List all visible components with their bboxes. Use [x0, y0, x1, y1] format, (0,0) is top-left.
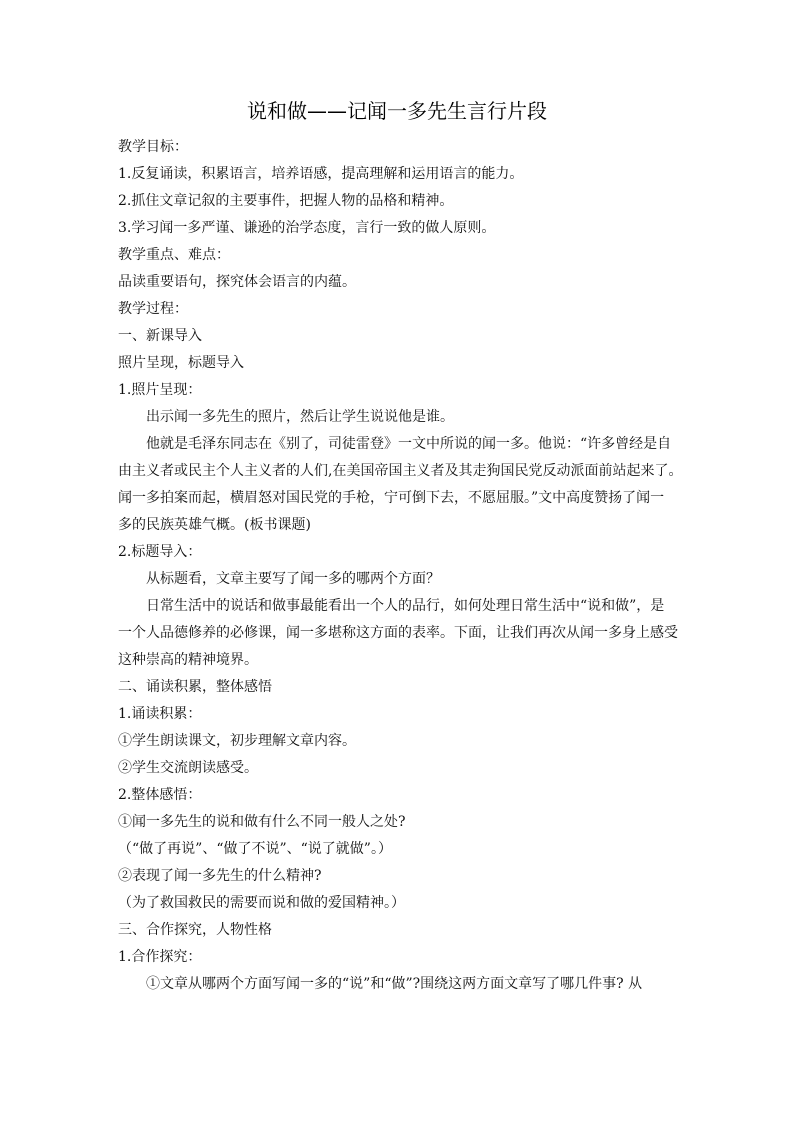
heading-teaching-goals: 教学目标： [118, 139, 188, 155]
document-title: 说和做——记闻一多先生言行片段 [247, 99, 547, 123]
section-heading-3: 三、合作探究，人物性格 [118, 922, 272, 938]
paragraph-line: 从标题看，文章主要写了闻一多的哪两个方面？ [146, 571, 440, 587]
goal-item-2: 2.抓住文章记叙的主要事件，把握人物的品格和精神。 [118, 193, 454, 209]
paragraph-line: 多的民族英雄气概。(板书课题) [118, 517, 311, 533]
section-subtitle-1: 照片呈现，标题导入 [118, 355, 244, 371]
list-item: ①学生朗读课文，初步理解文章内容。 [118, 733, 356, 749]
subheading-photo: 1.照片呈现： [118, 382, 202, 398]
goal-item-3: 3.学习闻一多严谨、谦逊的治学态度，言行一致的做人原则。 [118, 220, 496, 236]
answer-item: （“做了再说”、“做了不说”、“说了就做”。） [118, 841, 392, 857]
subheading-overall: 2.整体感悟： [118, 787, 202, 803]
paragraph-line: 由主义者或民主个人主义者的人们,在美国帝国主义者及其走狗国民党反动派面前站起来了。 [118, 463, 683, 479]
goal-item-1: 1.反复诵读，积累语言，培养语感，提高理解和运用语言的能力。 [118, 166, 524, 182]
section-heading-1: 一、新课导入 [118, 328, 202, 344]
paragraph-line: 一个人品德修养的必修课，闻一多堪称这方面的表率。下面，让我们再次从闻一多身上感受 [118, 625, 678, 641]
paragraph-line: 闻一多拍案而起，横眉怒对国民党的手枪，宁可倒下去，不愿屈服。”文中高度赞扬了闻一 [118, 490, 665, 506]
paragraph-line: 他就是毛泽东同志在《别了，司徒雷登》一文中所说的闻一多。他说：“许多曾经是自 [146, 436, 672, 452]
subheading-title-intro: 2.标题导入： [118, 544, 202, 560]
paragraph-line: 这种崇高的精神境界。 [118, 652, 258, 668]
section-heading-2: 二、诵读积累，整体感悟 [118, 679, 272, 695]
document-body [118, 134, 690, 998]
heading-teaching-process: 教学过程： [118, 301, 188, 317]
list-item: ②学生交流朗读感受。 [118, 760, 258, 776]
answer-item: （为了救国救民的需要而说和做的爱国精神。） [118, 895, 405, 911]
question-item: ②表现了闻一多先生的什么精神? [118, 868, 322, 884]
paragraph-line: 出示闻一多先生的照片，然后让学生说说他是谁。 [146, 409, 454, 425]
paragraph-line: 日常生活中的说话和做事最能看出一个人的品行，如何处理日常生活中“说和做”，是 [146, 598, 665, 614]
question-item: ①闻一多先生的说和做有什么不同一般人之处? [118, 814, 406, 830]
heading-key-points: 教学重点、难点： [118, 247, 230, 263]
question-item: ①文章从哪两个方面写闻一多的“说”和“做”?围绕这两方面文章写了哪几件事? 从 [146, 976, 643, 992]
subheading-reading: 1.诵读积累： [118, 706, 202, 722]
subheading-cooperate: 1.合作探究： [118, 949, 202, 965]
key-points-text: 品读重要语句，探究体会语言的内蕴。 [118, 274, 356, 290]
